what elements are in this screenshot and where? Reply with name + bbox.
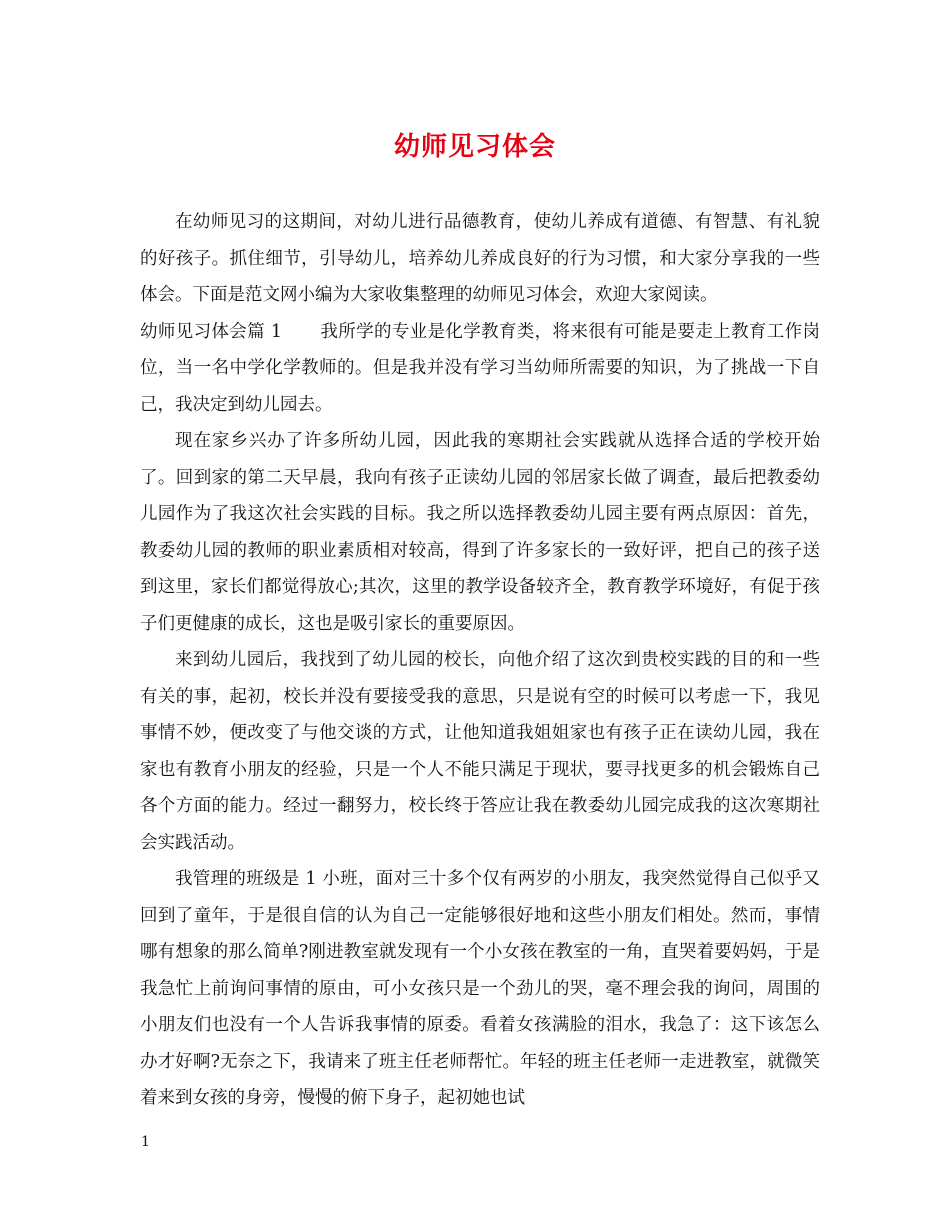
page-number: 1 <box>141 1134 150 1150</box>
section-first-text: 我所学的专业是化学教育类，将来很有可能是要走上教育工作岗位，当一名中学化学教师的。但是我并没有学习当幼师所需要的知识，为了挑战一下自己，我决定到幼儿园去。 <box>140 321 820 415</box>
body-paragraph-3: 我管理的班级是 1 小班，面对三十多个仅有两岁的小朋友，我突然觉得自己似乎又回到了童年，于是很自信的认为自己一定能够很好地和这些小朋友们相处。然而，事情哪有想象的那么简单?刚进教室就发现有一个小女孩在教室的一角，直哭着要妈妈，于是我急忙上前询问事情的原由，可小女孩只是一个劲儿的哭，毫不理会我的询问，周围的小朋友们也没有一个人告诉我事情的原委。看着女孩满脸的泪水，我急了：这下该怎么办才好啊?无奈之下，我请来了班主任老师帮忙。年轻的班主任老师一走进教室，就微笑着来到女孩的身旁，慢慢的俯下身子，起初她也试 <box>140 869 820 1108</box>
document-body <box>140 204 820 1117</box>
body-paragraph-1: 现在家乡兴办了许多所幼儿园，因此我的寒期社会实践就从选择合适的学校开始了。回到家的第二天早晨，我向有孩子正读幼儿园的邻居家长做了调查，最后把教委幼儿园作为了我这次社会实践的目标。我之所以选择教委幼儿园主要有两点原因：首先，教委幼儿园的教师的职业素质相对较高，得到了许多家长的一致好评，把自己的孩子送到这里，家长们都觉得放心;其次，这里的教学设备较齐全，教育教学环境好，有促于孩子们更健康的成长，这也是吸引家长的重要原因。 <box>140 431 820 634</box>
section-heading: 幼师见习体会篇 1 <box>140 321 283 342</box>
intro-paragraph: 在幼师见习的这期间，对幼儿进行品德教育，使幼儿养成有道德、有智慧、有礼貌的好孩子。抓住细节，引导幼儿，培养幼儿养成良好的行为习惯，和大家分享我的一些体会。下面是范文网小编为大家收集整理的幼师见习体会，欢迎大家阅读。 <box>140 212 820 305</box>
section-paragraph <box>140 314 820 424</box>
document-title: 幼师见习体会 <box>393 132 556 162</box>
body-paragraph-2: 来到幼儿园后，我找到了幼儿园的校长，向他介绍了这次到贵校实践的目的和一些有关的事，起初，校长并没有要接受我的意思，只是说有空的时候可以考虑一下，我见事情不妙，便改变了与他交谈的方式，让他知道我姐姐家也有孩子正在读幼儿园，我在家也有教育小朋友的经验，只是一个人不能只满足于现状，要寻找更多的机会锻炼自己各个方面的能力。经过一翻努力，校长终于答应让我在教委幼儿园完成我的这次寒期社会实践活动。 <box>140 650 820 853</box>
